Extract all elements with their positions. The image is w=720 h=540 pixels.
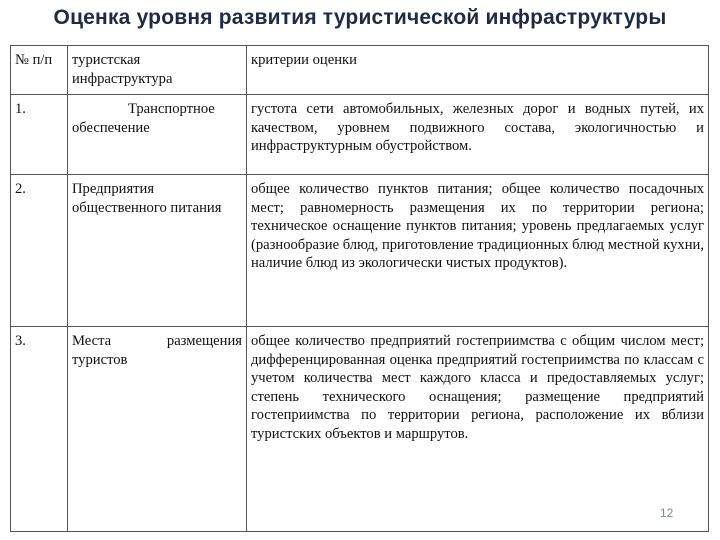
- header-num: № п/п: [11, 46, 68, 95]
- row-num: 3.: [11, 327, 68, 532]
- table-row: [11, 175, 709, 327]
- row-num: 2.: [11, 175, 68, 327]
- row-criteria: густота сети автомобильных, железных дорог и водных путей, их качеством, уровнем подвижного состава, экологичностью и инфраструктурным обустройством.: [247, 95, 709, 175]
- row-criteria: общее количество пунктов питания; общее количество посадочных мест; равномерность размещения их по территории региона; техническое оснащение пунктов питания; уровень предлагаемых услуг (разнообразие блюд, приготовление традиционных блюд местной кухни, наличие блюд из экологически чистых продуктов).: [247, 175, 709, 327]
- page-title: Оценка уровня развития туристической инфраструктуры: [53, 6, 667, 29]
- page-number: 12: [660, 506, 674, 520]
- row-infrastructure: [68, 95, 247, 175]
- row-num: 1.: [11, 95, 68, 175]
- header-infrastructure: туристская инфраструктура: [68, 46, 247, 95]
- header-criteria: критерии оценки: [247, 46, 709, 95]
- row-infrastructure: Места размещения туристов: [68, 327, 247, 532]
- infrastructure-text: Транспортное обеспечение: [72, 101, 215, 136]
- table-header-row: [11, 46, 709, 95]
- table-row: [11, 327, 709, 532]
- row-infrastructure: Предприятия общественного питания: [68, 175, 247, 327]
- table-row: [11, 95, 709, 175]
- row-criteria: общее количество предприятий гостеприимства с общим числом мест; дифференцированная оценка предприятий гостеприимства по классам с учетом количества мест каждого класса и предоставляемых услуг; степень технического оснащения; размещение предприятий гостеприимства по территории региона, расположение их вблизи туристских объектов и маршрутов.: [247, 327, 709, 532]
- infrastructure-table: [10, 45, 709, 532]
